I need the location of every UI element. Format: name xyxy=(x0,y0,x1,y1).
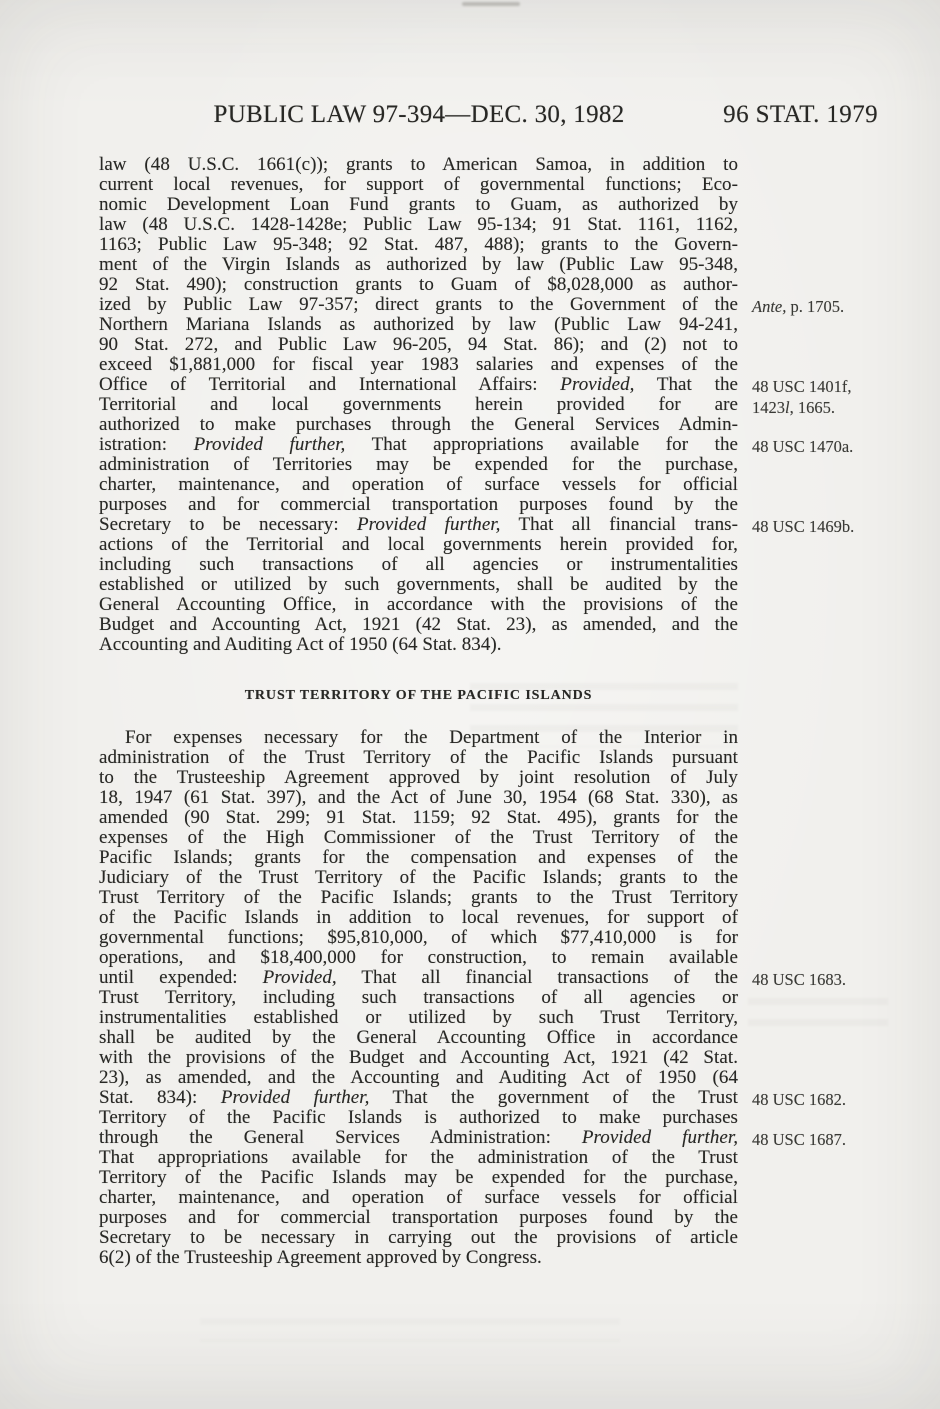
margin-note-line: 48 USC 1401f, xyxy=(752,377,852,396)
text-line: 18, 1947 (61 Stat. 397), and the Act of June 30, 1954 (68 Stat. 330), as xyxy=(99,787,738,808)
margin-note xyxy=(752,1130,846,1151)
text-line: administration of the Trust Territory of the Pacific Islands pursuant xyxy=(99,747,738,768)
text-line: instrumentalities established or utilized by such Trust Territory, xyxy=(99,1007,738,1028)
text-line: governmental functions; $95,810,000, of which $77,410,000 is for xyxy=(99,927,738,948)
text-line: Judiciary of the Trust Territory of the Pacific Islands; grants to the xyxy=(99,867,738,888)
margin-note xyxy=(752,377,851,418)
margin-note-line: 48 USC 1682. xyxy=(752,1090,846,1109)
running-head-stat-page-number: 96 STAT. 1979 xyxy=(723,101,878,128)
text-line: nomic Development Loan Fund grants to Guam, as authorized by xyxy=(99,194,738,215)
statute-paragraph xyxy=(99,728,738,1268)
statute-text-column xyxy=(99,155,738,1268)
text-line: Territory of the Pacific Islands is authorized to make purchases xyxy=(99,1107,738,1128)
running-head-law-title: PUBLIC LAW 97-394—DEC. 30, 1982 xyxy=(213,101,625,128)
statute-paragraph xyxy=(99,155,738,655)
text-line: Territorial and local governments herein provided for are xyxy=(99,394,738,415)
text-line: charter, maintenance, and operation of surface vessels for official xyxy=(99,474,738,495)
text-line: General Accounting Office, in accordance with the provisions of the xyxy=(99,594,738,615)
text-line: established or utilized by such governments, shall be audited by the xyxy=(99,574,738,595)
text-line: ized by Public Law 97-357; direct grants to the Government of the xyxy=(99,294,738,315)
text-line: with the provisions of the Budget and Accounting Act, 1921 (42 Stat. xyxy=(99,1047,738,1068)
text-line: Trust Territory, including such transactions of all agencies or xyxy=(99,987,738,1008)
text-line: actions of the Territorial and local governments herein provided for, xyxy=(99,534,738,555)
text-line: law (48 U.S.C. 1428-1428e; Public Law 95-134; 91 Stat. 1161, 1162, xyxy=(99,214,738,235)
text-line: of the Pacific Islands in addition to local revenues, for support of xyxy=(99,907,738,928)
text-line: Office of Territorial and International Affairs: Provided, That the xyxy=(99,374,738,395)
text-line: administration of Territories may be expended for the purchase, xyxy=(99,454,738,475)
text-line: That appropriations available for the administration of the Trust xyxy=(99,1147,738,1168)
text-line: law (48 U.S.C. 1661(c)); grants to American Samoa, in addition to xyxy=(99,154,738,175)
scan-artifact-bleedthrough xyxy=(200,1318,620,1342)
text-line: authorized to make purchases through the General Services Admin- xyxy=(99,414,738,435)
text-line: Stat. 834): Provided further, That the government of the Trust xyxy=(99,1087,738,1108)
margin-note xyxy=(752,970,846,991)
text-line: operations, and $18,400,000 for construction, to remain available xyxy=(99,947,738,968)
text-line: purposes and for commercial transportation purposes found by the xyxy=(99,494,738,515)
section-heading: TRUST TERRITORY OF THE PACIFIC ISLANDS xyxy=(244,688,593,703)
text-line: istration: Provided further, That appropriations available for the xyxy=(99,434,738,455)
text-line: amended (90 Stat. 299; 91 Stat. 1159; 92 Stat. 495), grants for the xyxy=(99,807,738,828)
margin-note xyxy=(752,297,844,318)
margin-note xyxy=(752,1090,846,1111)
text-line: until expended: Provided, That all financial transactions of the xyxy=(99,967,739,988)
text-line: For expenses necessary for the Department of the Interior in xyxy=(125,727,738,748)
text-line: ment of the Virgin Islands as authorized by law (Public Law 95-348, xyxy=(99,254,738,275)
text-line: 6(2) of the Trusteeship Agreement approved by Congress. xyxy=(99,1247,542,1268)
margin-note-line: 48 USC 1683. xyxy=(752,970,846,989)
text-line: Northern Mariana Islands as authorized by law (Public Law 94-241, xyxy=(99,314,738,335)
text-line: Budget and Accounting Act, 1921 (42 Stat. 23), as amended, and the xyxy=(99,614,738,635)
text-line: Territory of the Pacific Islands may be expended for the purchase, xyxy=(99,1167,738,1188)
text-line: charter, maintenance, and operation of surface vessels for official xyxy=(99,1187,738,1208)
text-line: 23), as amended, and the Accounting and Auditing Act of 1950 (64 xyxy=(99,1067,738,1088)
text-line: through the General Services Administration: Provided further, xyxy=(99,1127,738,1148)
scan-artifact-smudge xyxy=(462,2,520,6)
text-line: 90 Stat. 272, and Public Law 96-205, 94 Stat. 86); and (2) not to xyxy=(99,334,738,355)
margin-note xyxy=(752,437,853,458)
text-line: purposes and for commercial transportation purposes found by the xyxy=(99,1207,738,1228)
text-line: Trust Territory of the Pacific Islands; grants to the Trust Territory xyxy=(99,887,738,908)
text-line: 92 Stat. 490); construction grants to Guam of $8,028,000 as author- xyxy=(99,274,738,295)
text-line: to the Trusteeship Agreement approved by joint resolution of July xyxy=(99,767,738,788)
margin-note xyxy=(752,517,854,538)
text-line: shall be audited by the General Accounting Office in accordance xyxy=(99,1027,738,1048)
text-line: Secretary to be necessary in carrying out the provisions of article xyxy=(99,1227,738,1248)
margin-note-line: Ante, p. 1705. xyxy=(752,297,845,316)
margin-note-line: 48 USC 1470a. xyxy=(752,437,854,456)
text-line: expenses of the High Commissioner of the Trust Territory of the xyxy=(99,827,738,848)
text-line: exceed $1,881,000 for fiscal year 1983 salaries and expenses of the xyxy=(99,354,738,375)
text-line: Secretary to be necessary: Provided further, That all financial trans- xyxy=(99,514,739,535)
text-line: Pacific Islands; grants for the compensation and expenses of the xyxy=(99,847,738,868)
text-line: Accounting and Auditing Act of 1950 (64 Stat. 834). xyxy=(99,634,502,655)
margin-note-line: 48 USC 1687. xyxy=(752,1130,846,1149)
margin-note-line: 48 USC 1469b. xyxy=(752,517,855,536)
text-line: current local revenues, for support of governmental functions; Eco- xyxy=(99,174,738,195)
margin-note-line: 1423l, 1665. xyxy=(752,397,835,417)
text-line: including such transactions of all agencies or instrumentalities xyxy=(99,554,738,575)
statute-body xyxy=(0,155,940,1268)
text-line: 1163; Public Law 95-348; 92 Stat. 487, 488); grants to the Govern- xyxy=(99,234,738,255)
